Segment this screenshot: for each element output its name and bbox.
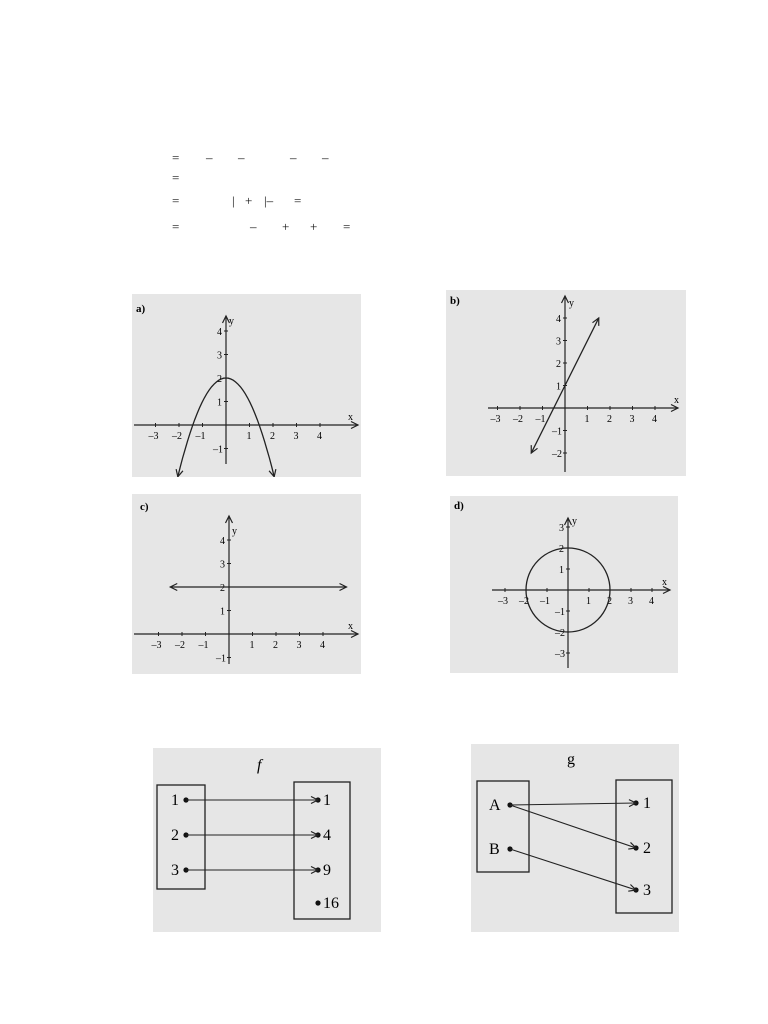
eq-token: + <box>310 219 318 234</box>
mapping-g-diagram <box>471 744 679 932</box>
y-tick-label: 1 <box>556 381 561 393</box>
y-tick-label: 1 <box>220 606 225 618</box>
y-tick-label: 2 <box>220 583 225 594</box>
x-tick-label: –1 <box>540 596 550 607</box>
domain-element-label: 2 <box>171 827 179 844</box>
y-tick-label: 4 <box>220 536 225 547</box>
mapping-title: f <box>257 757 262 774</box>
x-tick-label: –1 <box>198 640 209 651</box>
eq-token: – <box>238 150 245 165</box>
x-tick-label: 3 <box>628 596 633 607</box>
graph-d-plot <box>450 496 678 673</box>
eq-token: – <box>206 150 213 165</box>
codomain-element-label: 9 <box>323 862 331 879</box>
x-tick-label: –3 <box>151 640 162 651</box>
x-tick-label: 3 <box>293 431 299 442</box>
x-tick-label: –2 <box>513 414 523 425</box>
graph-label: a) <box>136 303 146 315</box>
y-axis-label: y <box>569 298 574 309</box>
codomain-box <box>294 782 350 919</box>
domain-element-label: 1 <box>171 792 179 809</box>
eq-token: – <box>322 150 329 165</box>
graph-b-plot <box>446 290 686 476</box>
eq-token: + <box>282 219 290 234</box>
y-tick-label: 3 <box>217 350 222 362</box>
x-axis-label: x <box>348 412 353 423</box>
x-tick-label: 1 <box>586 596 591 607</box>
x-axis-label: x <box>674 395 679 406</box>
eq-token: – <box>290 150 297 165</box>
x-tick-label: –1 <box>195 431 206 442</box>
x-tick-label: –1 <box>535 414 546 425</box>
x-axis-label: x <box>348 621 353 632</box>
equation-line-1 <box>0 150 768 170</box>
mapping-g <box>471 744 679 932</box>
x-tick-label: 2 <box>607 414 612 425</box>
y-tick-label: 1 <box>559 565 564 576</box>
eq-token: = <box>172 170 180 185</box>
eq-token: |– <box>264 193 274 208</box>
graph-label: d) <box>454 500 464 512</box>
y-tick-label: –1 <box>552 426 562 438</box>
y-tick-label: 4 <box>556 314 561 325</box>
x-tick-label: 2 <box>270 431 275 442</box>
codomain-element-label: 1 <box>643 795 651 812</box>
y-axis-label: y <box>229 316 234 327</box>
y-axis-label: y <box>572 516 577 527</box>
codomain-element-label: 1 <box>323 792 331 809</box>
graph-a <box>132 294 361 477</box>
x-tick-label: –2 <box>175 640 185 651</box>
mapping-f-diagram <box>153 748 381 932</box>
graph-c-plot <box>132 494 361 674</box>
eq-token: = <box>343 219 351 234</box>
codomain-element-label: 4 <box>323 827 331 844</box>
x-tick-label: 2 <box>607 596 612 607</box>
x-tick-label: 4 <box>649 596 654 607</box>
x-axis-label: x <box>662 577 667 588</box>
eq-token: + <box>245 193 253 208</box>
x-tick-label: 1 <box>246 431 252 442</box>
graph-d <box>450 496 678 673</box>
domain-box <box>157 785 205 889</box>
x-tick-label: –3 <box>498 596 508 607</box>
eq-token: – <box>250 219 257 234</box>
y-tick-label: 3 <box>220 559 225 571</box>
eq-token: = <box>172 219 180 234</box>
y-axis-label: y <box>232 526 237 537</box>
mapping-f <box>153 748 381 932</box>
x-tick-label: 1 <box>249 640 255 651</box>
domain-element-label: B <box>489 841 500 858</box>
x-tick-label: –3 <box>490 414 501 425</box>
y-tick-label: –1 <box>213 444 223 456</box>
domain-element-label: A <box>489 797 501 814</box>
domain-box <box>477 781 529 872</box>
eq-token: | <box>232 193 235 208</box>
y-tick-label: 4 <box>217 327 222 338</box>
y-tick-label: 2 <box>559 544 564 555</box>
x-tick-label: –2 <box>172 431 182 442</box>
x-tick-label: 4 <box>652 414 657 425</box>
graph-label: c) <box>140 501 149 513</box>
y-tick-label: –1 <box>216 653 226 665</box>
y-tick-label: 1 <box>217 397 222 409</box>
eq-token: = <box>172 193 180 208</box>
x-tick-label: 4 <box>320 640 325 651</box>
domain-element-label: 3 <box>171 862 179 879</box>
y-tick-label: –1 <box>555 607 565 618</box>
equation-line-4 <box>0 219 768 239</box>
graph-a-plot <box>132 294 361 477</box>
graph-b <box>446 290 686 476</box>
codomain-element-label: 3 <box>643 882 651 899</box>
x-tick-label: 3 <box>629 414 635 425</box>
codomain-element-label: 16 <box>323 895 339 912</box>
x-tick-label: 4 <box>317 431 322 442</box>
x-tick-label: 2 <box>273 640 278 651</box>
y-tick-label: 2 <box>556 359 561 370</box>
graph-label: b) <box>450 295 460 307</box>
y-tick-label: –3 <box>555 649 565 660</box>
y-tick-label: 2 <box>217 374 222 385</box>
mapping-title: g <box>567 751 575 768</box>
equation-line-3 <box>0 193 768 213</box>
x-tick-label: –2 <box>519 596 529 607</box>
graph-c <box>132 494 361 674</box>
x-tick-label: 3 <box>296 640 302 651</box>
y-tick-label: 3 <box>559 523 564 534</box>
y-tick-label: –2 <box>555 628 565 639</box>
x-tick-label: 1 <box>584 414 590 425</box>
y-tick-label: –2 <box>552 449 562 460</box>
codomain-element-label: 2 <box>643 840 651 857</box>
equation-line-2 <box>0 170 768 190</box>
eq-token: = <box>172 150 180 165</box>
x-tick-label: –3 <box>148 431 159 442</box>
codomain-point <box>315 900 320 905</box>
y-tick-label: 3 <box>556 336 561 348</box>
eq-token: = <box>294 193 302 208</box>
